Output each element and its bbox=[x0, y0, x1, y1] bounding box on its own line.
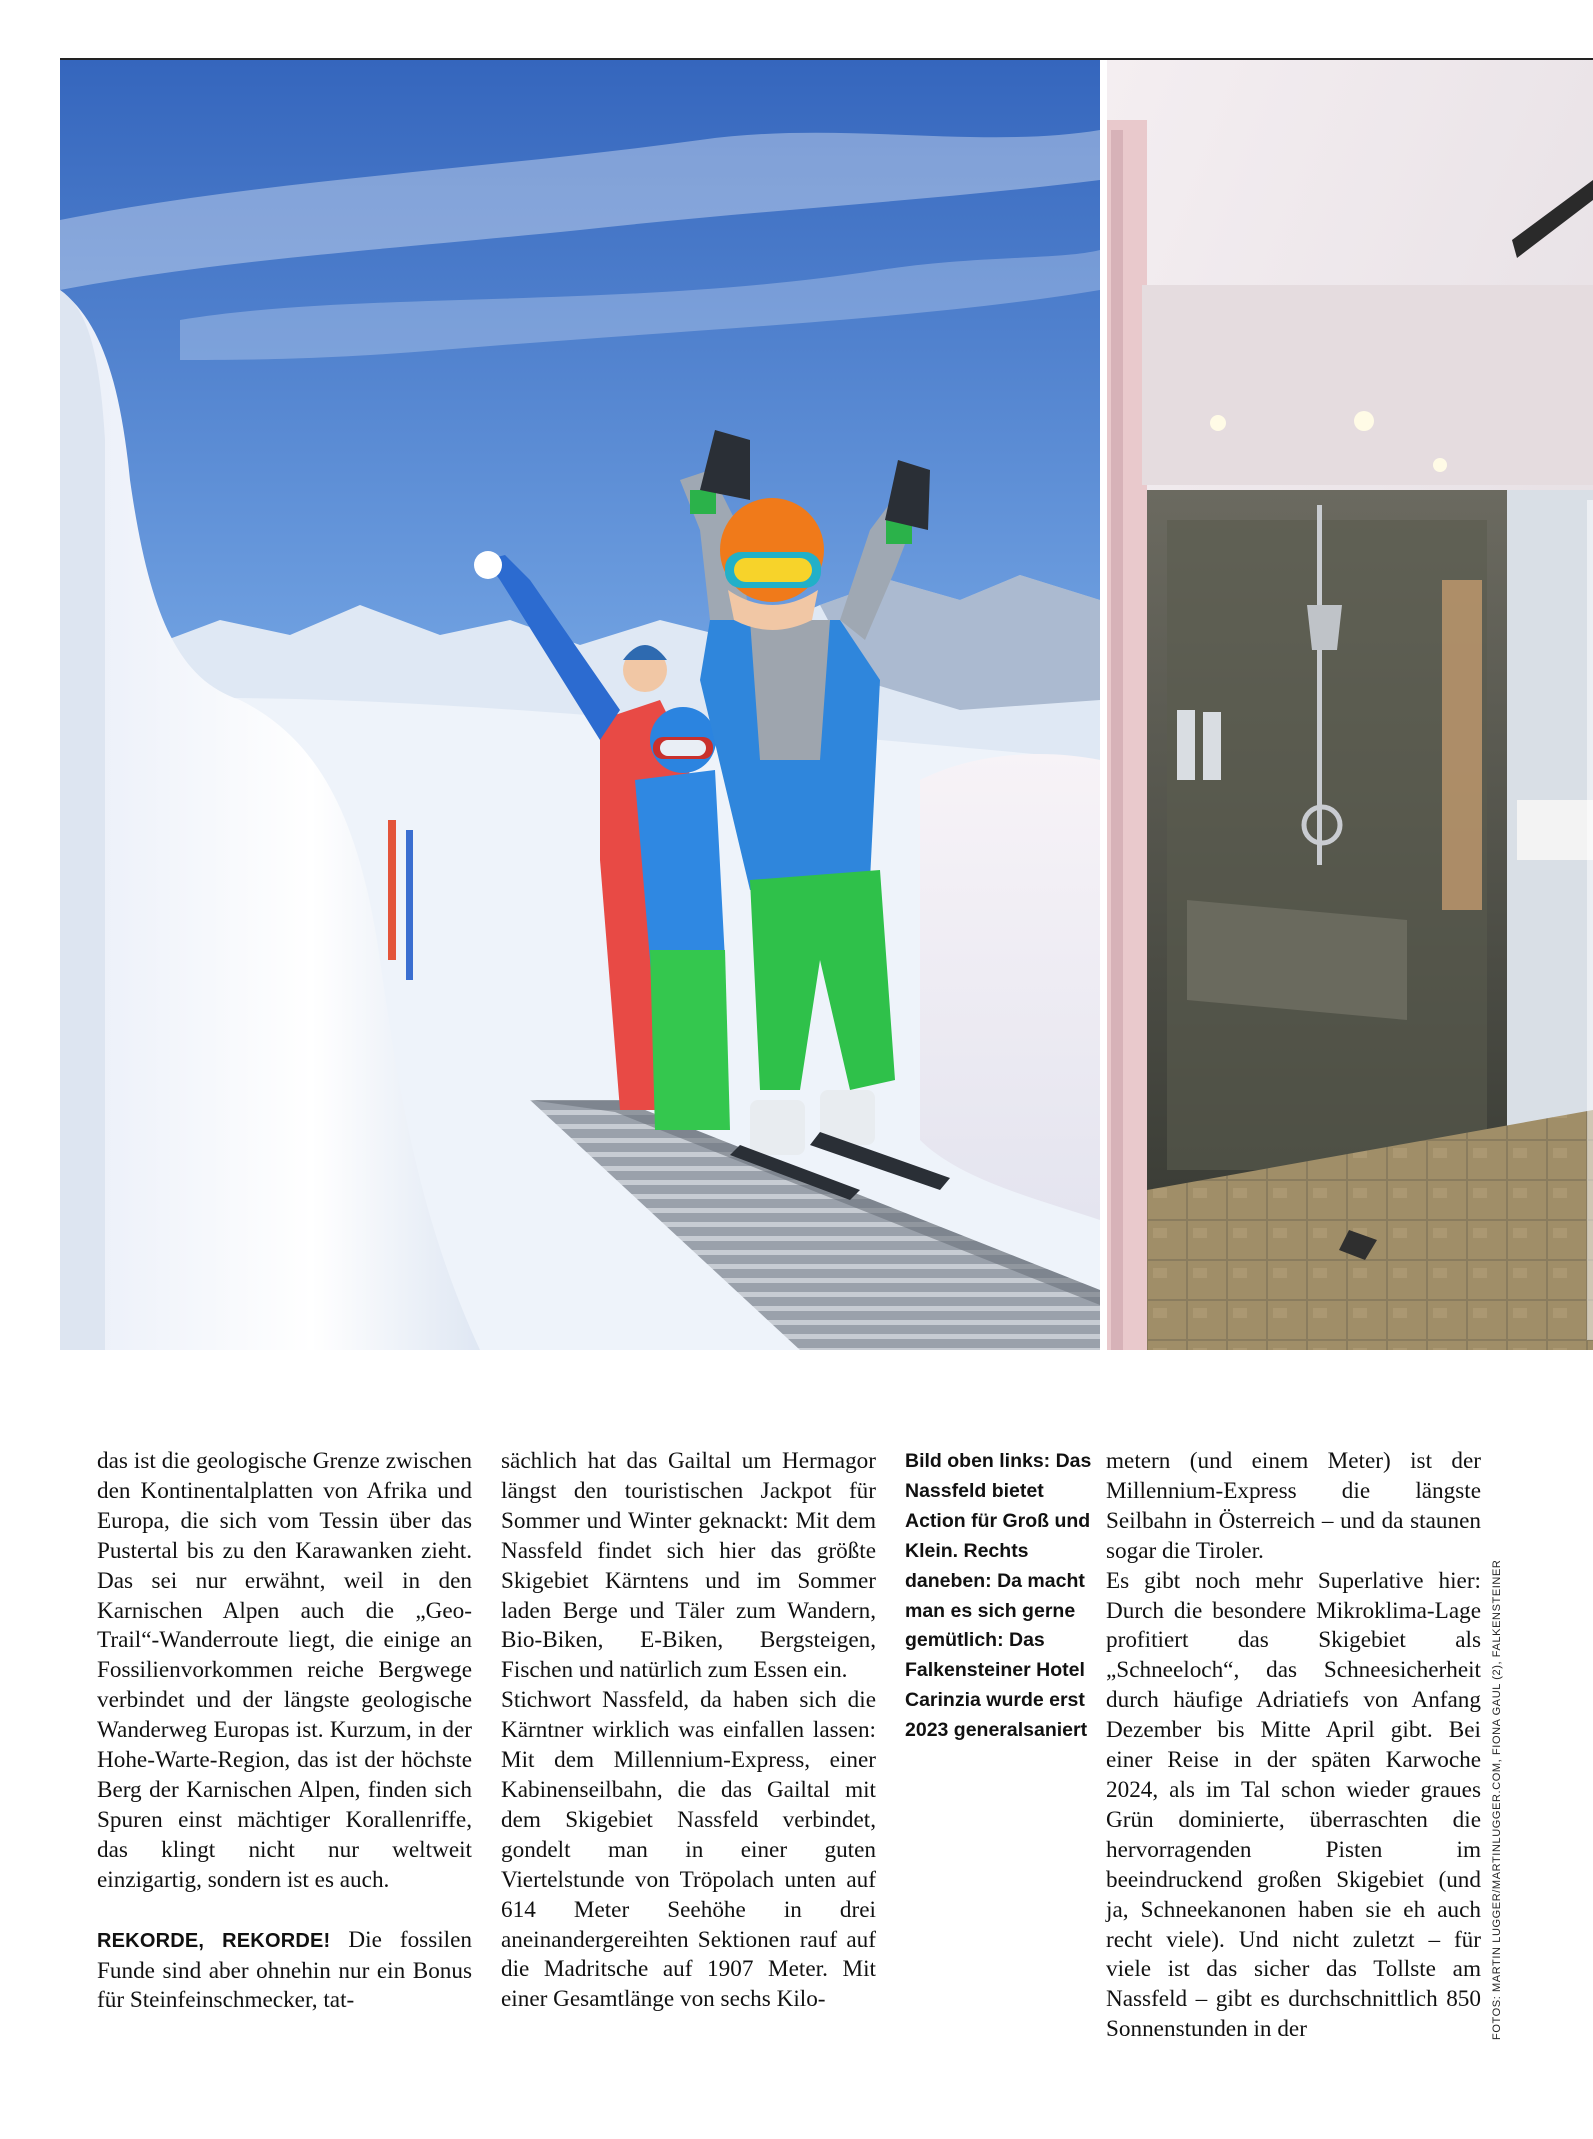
article-paragraph: metern (und einem Meter) ist der Millennium-Express die längste Seilbahn in Österreich – und da staunen sogar die Tiroler. bbox=[1106, 1448, 1481, 1564]
photo-credit: FOTOS: MARTIN LUGGER/MARTINLUGGER.COM, FIONA GAUL (2), FALKENSTEINER bbox=[1491, 1559, 1503, 2040]
photo-hotel-bathroom bbox=[1107, 60, 1593, 1350]
bathroom-scene-illustration bbox=[1107, 60, 1593, 1350]
article-paragraph: sächlich hat das Gailtal um Hermagor längst den touristischen Jackpot für Sommer und Winter geknackt: Mit dem Nassfeld findet sich hier das größte Skigebiet Kärntens und im Sommer laden Berge und Täler zum Wandern, Bio-Biken, E-Biken, Bergsteigen, Fischen und natürlich zum Essen ein. bbox=[501, 1448, 876, 1684]
article-paragraph: Stichwort Nassfeld, da haben sich die Kärntner wirklich was einfallen lassen: Mit dem Millennium-Express, einer Kabinenseilbahn, die das Gailtal mit dem Skigebiet Nassfeld verbindet, gondelt man in einer guten Viertelstunde von Tröpolach unten auf 614 Meter Seehöhe in drei aneinandergereihten Sektionen rauf auf die Madritsche auf 1907 Meter. Mit einer Gesamtlänge von sechs Kilo- bbox=[501, 1687, 876, 2013]
article-paragraph bbox=[97, 1926, 472, 2017]
article-paragraph: das ist die geologische Grenze zwischen den Kontinentalplatten von Afrika und Europa, die sich vom Tessin über das Pustertal bis zu den Karawanken zieht. Das sei nur erwähnt, weil in den Karnischen Alpen auch die „Geo-Trail“-Wanderroute liegt, die einige an Fossilienvorkommen reiche Bergwege verbindet und der längste geologische Wanderweg Europas ist. Kurzum, in der Hohe-Warte-Region, das ist der höchste Berg der Karnischen Alpen, finden sich Spuren einst mächtiger Korallenriffe, das klingt nicht nur weltweit einzigartig, sondern ist es auch. bbox=[97, 1448, 472, 1893]
article-paragraph: Es gibt noch mehr Superlative hier: Durch die besondere Mikroklima-Lage profitiert das Skigebiet als „Schneeloch“, das Schneesicherheit durch häufige Adriatiefs von Anfang Dezember bis Mitte April gibt. Bei einer Reise in der späten Karwoche 2024, als im Tal schon wieder graues Grün dominierte, überraschten die hervorragenden Pisten im beeindruckend großen Skigebiet (und ja, Schneekanonen haben sie eh auch recht viele). Und nicht zuletzt – für viele ist das sicher das Tollste am Nassfeld – gibt es durchschnittlich 850 Sonnenstunden in der bbox=[1106, 1567, 1481, 2043]
article-text: Die fossilen Funde sind aber ohnehin nur ein Bonus für Steinfeinschmecker, tat- bbox=[97, 1926, 472, 2014]
photo-caption: Bild oben links: Das Nassfeld bietet Action für Groß und Klein. Rechts daneben: Da macht man es sich gerne gemütlich: Das Falkensteiner Hotel Carinzia wurde erst 2023 generalsaniert bbox=[905, 1450, 1092, 1742]
article-column-2 bbox=[501, 1447, 876, 2015]
photo-ski-kids bbox=[60, 60, 1100, 1350]
ski-scene-illustration bbox=[60, 60, 1100, 1350]
article-column-3 bbox=[1106, 1447, 1481, 2045]
section-heading: REKORDE, REKORDE! bbox=[97, 1929, 331, 1952]
article-column-1 bbox=[97, 1447, 472, 2016]
